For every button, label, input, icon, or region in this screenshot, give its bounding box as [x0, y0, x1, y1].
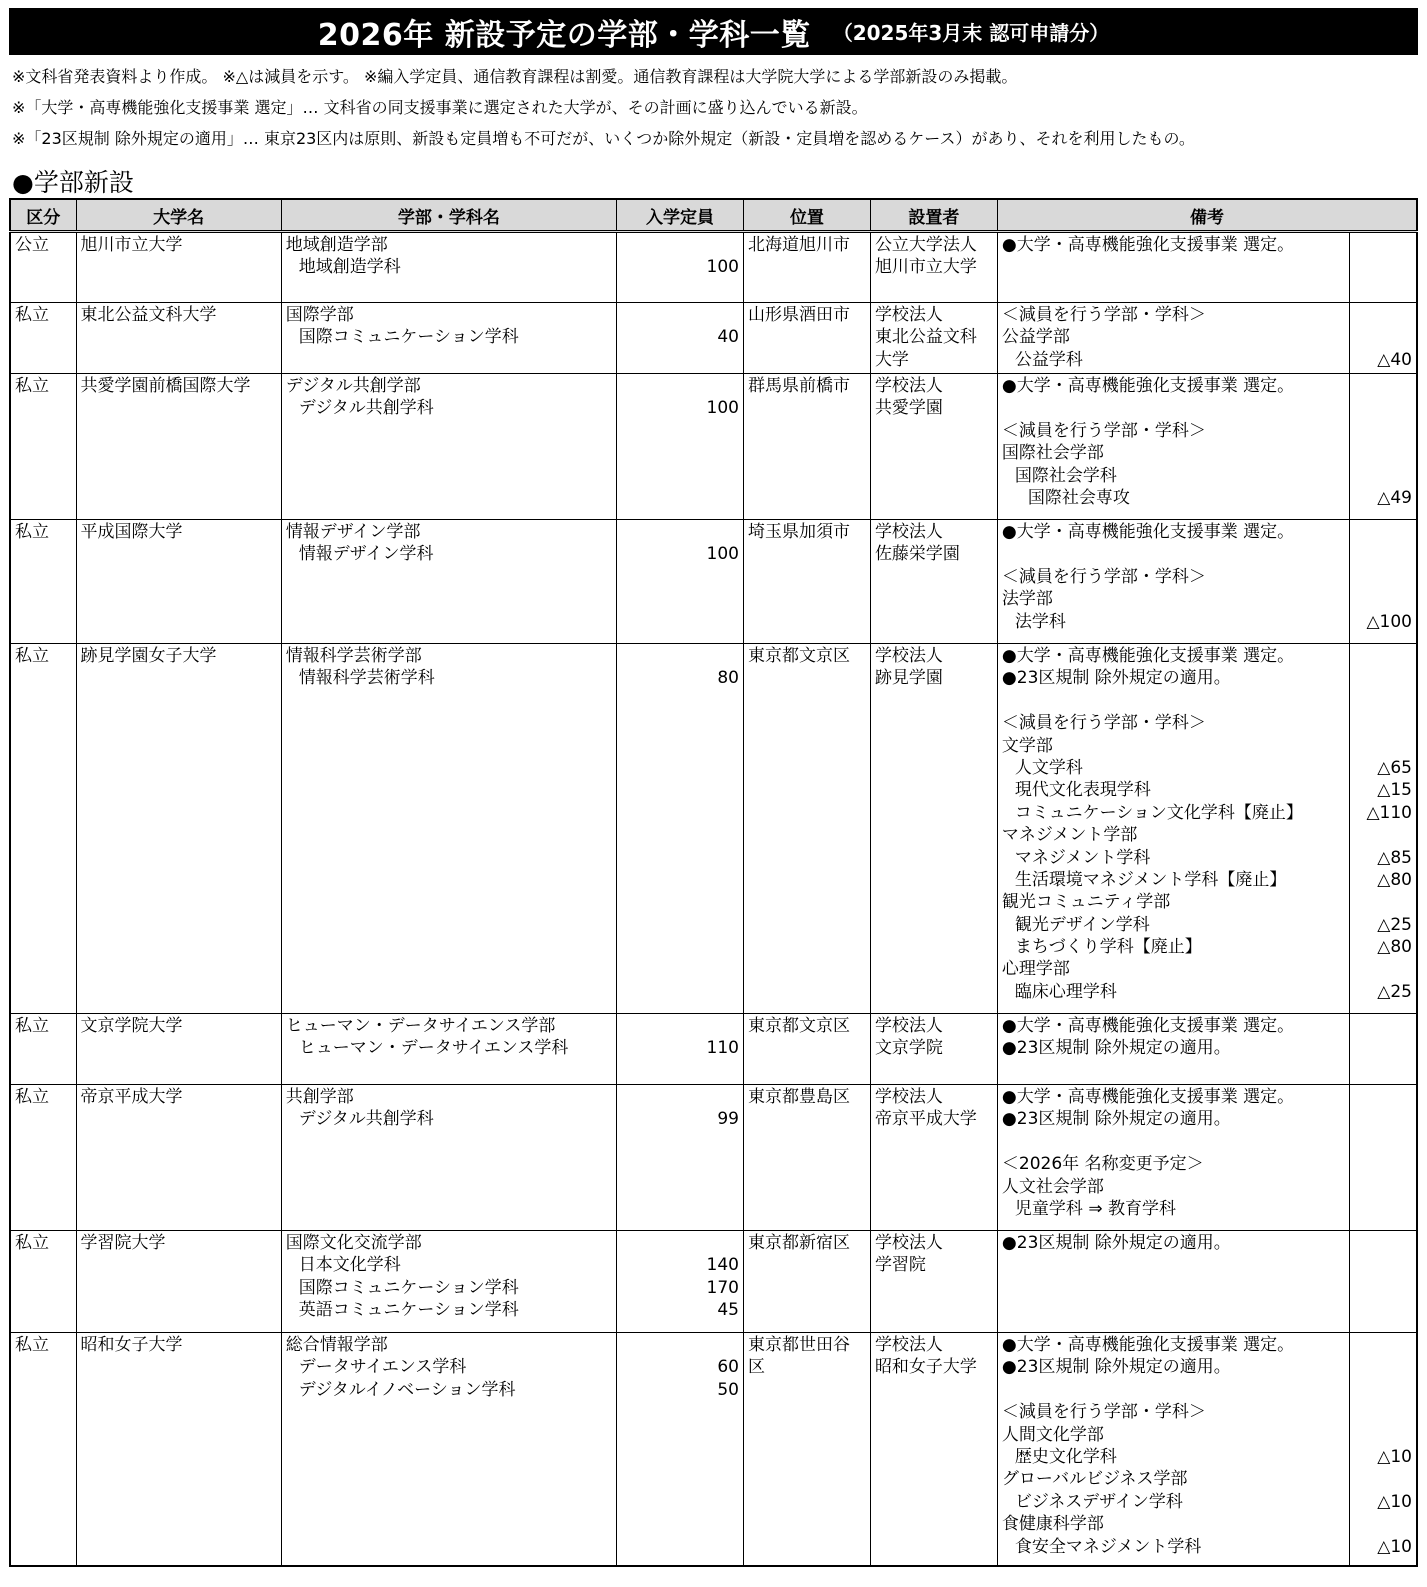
reduction-value: [1354, 566, 1412, 588]
capacity-value: 100: [706, 544, 739, 565]
remark-line: 人文社会学部: [1001, 1176, 1104, 1197]
univ-name: 平成国際大学: [80, 522, 183, 542]
remark-line: ●23区規制 除外規定の適用。: [1001, 1233, 1231, 1253]
table-row: [10, 303, 1417, 374]
page-subtitle: （2025年3月末 認可申請分）: [832, 21, 1110, 45]
cell-remarks: [997, 1231, 1350, 1333]
cell-univ: [76, 1333, 281, 1566]
cell-remarks: [997, 1333, 1350, 1566]
faculty-table: [9, 198, 1418, 1567]
reduction-value: [1354, 304, 1412, 326]
reduction-value: [1354, 420, 1412, 442]
reduction-value: [1354, 1334, 1412, 1356]
remark-line: 文学部: [1001, 735, 1053, 756]
remark-line: ＜減員を行う学部・学科＞: [1001, 420, 1206, 441]
cell-location: [743, 303, 870, 374]
remark-line: マネジメント学部: [1001, 825, 1138, 846]
cell-univ: [76, 1014, 281, 1085]
cell-remarks: [997, 374, 1350, 520]
cell-kubun: [10, 374, 76, 520]
cell-univ: [76, 303, 281, 374]
reduction-value: △85: [1377, 847, 1412, 868]
remark-line: [1002, 543, 1346, 565]
location-text: 群馬県前橋市: [747, 376, 850, 396]
capacity-value: 60: [717, 1357, 739, 1378]
cell-remarks: [997, 1014, 1350, 1085]
reduction-value: [1354, 1232, 1412, 1254]
reduction-value: [1354, 1131, 1412, 1153]
founder-text: 学校法人: [874, 305, 943, 325]
founder-text: 昭和女子大学: [874, 1357, 977, 1378]
founder-text: 旭川市立大学: [874, 257, 977, 278]
reduction-value: [1354, 397, 1412, 419]
location-text: 東京都新宿区: [747, 1233, 850, 1253]
capacity-value: 140: [706, 1255, 739, 1276]
reduction-value: △10: [1377, 1446, 1412, 1467]
table-row: [10, 520, 1417, 644]
remark-line: ●大学・高専機能強化支援事業 選定。: [1001, 376, 1295, 396]
kubun-text: 私立: [15, 1016, 49, 1036]
reduction-value: [1354, 326, 1412, 348]
reduction-value: [1354, 1513, 1412, 1535]
remark-line: [1002, 690, 1346, 712]
reduction-value: [1354, 735, 1412, 757]
reduction-value: △49: [1377, 487, 1412, 508]
cell-reduction: [1350, 1014, 1417, 1085]
location-text: 東京都世田谷: [747, 1335, 850, 1355]
remark-line: ＜減員を行う学部・学科＞: [1001, 1402, 1206, 1423]
univ-name: 学習院大学: [80, 1233, 166, 1253]
remark-line: マネジメント学科: [1014, 847, 1151, 868]
department-name: 国際コミュニケーション学科: [298, 1277, 519, 1298]
reduction-value: [1354, 256, 1412, 278]
cell-kubun: [10, 232, 76, 303]
reduction-value: △25: [1377, 981, 1412, 1002]
kubun-text: 私立: [15, 1335, 49, 1355]
cell-capacity: [616, 1014, 743, 1085]
cell-capacity: [616, 520, 743, 644]
founder-text: 佐藤栄学園: [874, 544, 960, 565]
cell-location: [743, 1014, 870, 1085]
reduction-value: [1354, 1015, 1412, 1037]
reduction-value: [1354, 1037, 1412, 1059]
cell-location: [743, 1231, 870, 1333]
kubun-text: 私立: [15, 1087, 49, 1107]
location-text: 東京都文京区: [747, 646, 850, 666]
cell-location: [743, 374, 870, 520]
remark-line: ＜減員を行う学部・学科＞: [1001, 305, 1206, 325]
faculty-name: 国際学部: [285, 305, 354, 325]
remark-line: 観光コミュニティ学部: [1001, 892, 1171, 913]
reduction-value: △15: [1377, 780, 1412, 801]
cell-reduction: [1350, 303, 1417, 374]
cell-faculty: [281, 520, 616, 644]
department-name: デジタル共創学科: [298, 1109, 434, 1130]
cell-location: [743, 232, 870, 303]
remark-line: 生活環境マネジメント学科【廃止】: [1014, 869, 1287, 890]
section-title: ●学部新設: [12, 168, 134, 197]
department-name: 日本文化学科: [298, 1255, 401, 1276]
reduction-value: [1354, 521, 1412, 543]
cell-reduction: [1350, 1333, 1417, 1566]
capacity-value: [621, 645, 739, 667]
capacity-value: [621, 1334, 739, 1356]
cell-reduction: [1350, 232, 1417, 303]
kubun-text: 公立: [15, 235, 49, 255]
remark-line: 法学部: [1001, 589, 1053, 610]
cell-univ: [76, 1231, 281, 1333]
cell-founder: [870, 644, 997, 1014]
founder-text: 学校法人: [874, 646, 943, 666]
col-header-founder: 設置者: [870, 199, 997, 232]
univ-name: 旭川市立大学: [80, 235, 183, 255]
cell-kubun: [10, 644, 76, 1014]
capacity-value: [621, 1232, 739, 1254]
reduction-value: △65: [1377, 757, 1412, 778]
founder-text: 学校法人: [874, 522, 943, 542]
department-name: 地域創造学科: [298, 257, 401, 278]
col-header-capacity: 入学定員: [616, 199, 743, 232]
reduction-value: [1354, 1424, 1412, 1446]
remark-line: 観光デザイン学科: [1014, 914, 1150, 935]
title-bar: [9, 8, 1418, 55]
table-row: [10, 232, 1417, 303]
reduction-value: △40: [1377, 349, 1412, 370]
founder-text: 跡見学園: [874, 668, 943, 689]
remark-line: ●23区規制 除外規定の適用。: [1001, 1357, 1231, 1378]
cell-founder: [870, 1085, 997, 1231]
remark-line: 国際社会学部: [1001, 443, 1104, 464]
remark-line: 公益学科: [1014, 349, 1083, 370]
capacity-value: 100: [706, 257, 739, 278]
kubun-text: 私立: [15, 376, 49, 396]
cell-reduction: [1350, 520, 1417, 644]
cell-capacity: [616, 1085, 743, 1231]
cell-univ: [76, 520, 281, 644]
cell-kubun: [10, 1333, 76, 1566]
capacity-value: 80: [717, 668, 739, 689]
location-text: 東京都豊島区: [747, 1087, 850, 1107]
cell-location: [743, 1333, 870, 1566]
cell-kubun: [10, 520, 76, 644]
reduction-value: △80: [1377, 937, 1412, 958]
cell-faculty: [281, 1014, 616, 1085]
reduction-value: [1354, 234, 1412, 256]
reduction-value: [1354, 1108, 1412, 1130]
cell-univ: [76, 374, 281, 520]
capacity-value: 99: [717, 1109, 739, 1130]
kubun-text: 私立: [15, 1233, 49, 1253]
remark-line: ＜2026年 名称変更予定＞: [1001, 1154, 1204, 1175]
kubun-text: 私立: [15, 305, 49, 325]
note-23ward-rule: ※「23区規制 除外規定の適用」… 東京23区内は原則、新設も定員増も不可だが、いくつか除外規定（新設・定員増を認めるケース）があり、それを利用したもの。: [12, 129, 1195, 148]
reduction-value: [1354, 824, 1412, 846]
cell-univ: [76, 644, 281, 1014]
cell-capacity: [616, 1333, 743, 1566]
cell-faculty: [281, 644, 616, 1014]
remark-line: ●大学・高専機能強化支援事業 選定。: [1001, 646, 1295, 666]
kubun-text: 私立: [15, 646, 49, 666]
faculty-name: 総合情報学部: [285, 1335, 388, 1355]
col-header-faculty: 学部・学科名: [281, 199, 616, 232]
table-header-row: [10, 199, 1417, 232]
remark-line: 児童学科 ⇒ 教育学科: [1014, 1198, 1176, 1219]
cell-capacity: [616, 232, 743, 303]
founder-text: 帝京平成大学: [874, 1109, 977, 1130]
location-text: 区: [747, 1357, 765, 1378]
cell-reduction: [1350, 374, 1417, 520]
cell-reduction: [1350, 1231, 1417, 1333]
remark-line: 心理学部: [1001, 959, 1070, 980]
department-name: 英語コミュニケーション学科: [298, 1300, 519, 1321]
page-title: 2026年 新設予定の学部・学科一覧: [317, 17, 811, 53]
univ-name: 昭和女子大学: [80, 1335, 183, 1355]
capacity-value: [621, 304, 739, 326]
department-name: デジタルイノベーション学科: [298, 1379, 516, 1400]
univ-name: 帝京平成大学: [80, 1087, 183, 1107]
reduction-value: [1354, 1176, 1412, 1198]
department-name: データサイエンス学科: [298, 1357, 467, 1378]
department-name: 情報デザイン学科: [298, 544, 434, 565]
founder-text: 学習院: [874, 1255, 926, 1276]
founder-text: 公立大学法人: [874, 235, 977, 255]
founder-text: 学校法人: [874, 376, 943, 396]
remark-line: 国際社会学科: [1014, 465, 1117, 486]
cell-founder: [870, 232, 997, 303]
cell-remarks: [997, 520, 1350, 644]
reduction-value: [1354, 1153, 1412, 1175]
cell-kubun: [10, 1014, 76, 1085]
founder-text: 共愛学園: [874, 398, 943, 419]
department-name: 情報科学芸術学科: [298, 668, 435, 689]
remark-line: ●大学・高専機能強化支援事業 選定。: [1001, 1016, 1295, 1036]
founder-text: 学校法人: [874, 1087, 943, 1107]
remark-line: 公益学部: [1001, 327, 1070, 348]
remark-line: ＜減員を行う学部・学科＞: [1001, 566, 1206, 587]
cell-capacity: [616, 303, 743, 374]
reduction-value: [1354, 543, 1412, 565]
faculty-name: 情報科学芸術学部: [285, 646, 422, 666]
cell-kubun: [10, 303, 76, 374]
cell-faculty: [281, 232, 616, 303]
cell-remarks: [997, 232, 1350, 303]
reduction-value: [1354, 375, 1412, 397]
department-name: ヒューマン・データサイエンス学科: [298, 1038, 569, 1059]
location-text: 埼玉県加須市: [747, 522, 850, 542]
cell-capacity: [616, 374, 743, 520]
univ-name: 文京学院大学: [80, 1016, 183, 1036]
capacity-value: 50: [717, 1379, 739, 1400]
col-header-location: 位置: [743, 199, 870, 232]
remark-line: ●23区規制 除外規定の適用。: [1001, 1038, 1231, 1059]
remark-line: ●大学・高専機能強化支援事業 選定。: [1001, 1087, 1295, 1107]
reduction-value: [1354, 891, 1412, 913]
capacity-value: [621, 375, 739, 397]
capacity-value: [621, 1086, 739, 1108]
reduction-value: △100: [1366, 611, 1412, 632]
col-header-remarks: 備考: [997, 199, 1417, 232]
cell-founder: [870, 520, 997, 644]
cell-capacity: [616, 644, 743, 1014]
remark-line: 食健康科学部: [1001, 1514, 1104, 1535]
col-header-kubun: 区分: [10, 199, 76, 232]
founder-text: 学校法人: [874, 1016, 943, 1036]
faculty-name: 情報デザイン学部: [285, 522, 421, 542]
founder-text: 東北公益文科: [874, 327, 977, 348]
reduction-value: [1354, 1379, 1412, 1401]
capacity-value: 100: [706, 398, 739, 419]
cell-founder: [870, 1333, 997, 1566]
remark-line: ●大学・高専機能強化支援事業 選定。: [1001, 1335, 1295, 1355]
remark-line: [1002, 256, 1346, 278]
remark-line: 臨床心理学科: [1014, 981, 1117, 1002]
remark-line: ●大学・高専機能強化支援事業 選定。: [1001, 235, 1295, 255]
reduction-value: [1354, 1468, 1412, 1490]
table-row: [10, 1014, 1417, 1085]
cell-founder: [870, 1231, 997, 1333]
reduction-value: [1354, 465, 1412, 487]
reduction-value: [1354, 442, 1412, 464]
cell-faculty: [281, 1333, 616, 1566]
capacity-value: [621, 234, 739, 256]
reduction-value: [1354, 645, 1412, 667]
remark-line: 人文学科: [1014, 757, 1083, 778]
location-text: 東京都文京区: [747, 1016, 850, 1036]
cell-location: [743, 1085, 870, 1231]
cell-founder: [870, 374, 997, 520]
remark-line: [1002, 1131, 1346, 1153]
table-row: [10, 1085, 1417, 1231]
cell-faculty: [281, 1085, 616, 1231]
reduction-value: △10: [1377, 1491, 1412, 1512]
founder-text: 大学: [874, 349, 909, 370]
remark-line: 人間文化学部: [1001, 1424, 1104, 1445]
cell-kubun: [10, 1231, 76, 1333]
col-header-univ: 大学名: [76, 199, 281, 232]
cell-founder: [870, 303, 997, 374]
capacity-value: 45: [717, 1300, 739, 1321]
department-name: デジタル共創学科: [298, 398, 434, 419]
reduction-value: [1354, 667, 1412, 689]
capacity-value: [621, 1015, 739, 1037]
cell-faculty: [281, 303, 616, 374]
remark-line: 現代文化表現学科: [1014, 780, 1151, 801]
univ-name: 共愛学園前橋国際大学: [80, 376, 251, 396]
cell-faculty: [281, 1231, 616, 1333]
reduction-value: [1354, 588, 1412, 610]
remark-line: まちづくり学科【廃止】: [1014, 937, 1202, 958]
reduction-value: △80: [1377, 869, 1412, 890]
remark-line: [1002, 397, 1346, 419]
note-source: ※文科省発表資料より作成。 ※△は減員を示す。 ※編入学定員、通信教育課程は割愛。通信教育課程は大学院大学による学部新設のみ掲載。: [12, 67, 1018, 86]
location-text: 北海道旭川市: [747, 235, 850, 255]
univ-name: 跡見学園女子大学: [80, 646, 217, 666]
reduction-value: △110: [1366, 802, 1412, 823]
univ-name: 東北公益文科大学: [80, 305, 217, 325]
table-row: [10, 1333, 1417, 1566]
capacity-value: 40: [717, 327, 739, 348]
capacity-value: [621, 521, 739, 543]
cell-remarks: [997, 1085, 1350, 1231]
cell-univ: [76, 1085, 281, 1231]
founder-text: 学校法人: [874, 1335, 943, 1355]
remark-line: 食安全マネジメント学科: [1014, 1536, 1202, 1557]
reduction-value: [1354, 1401, 1412, 1423]
faculty-name: 国際文化交流学部: [285, 1233, 422, 1253]
cell-kubun: [10, 1085, 76, 1231]
capacity-value: 170: [706, 1277, 739, 1298]
remark-line: [1002, 1379, 1346, 1401]
remark-line: ビジネスデザイン学科: [1014, 1491, 1183, 1512]
note-support-program: ※「大学・高専機能強化支援事業 選定」… 文科省の同支援事業に選定された大学が、その計画に盛り込んでいる新設。: [12, 98, 868, 117]
cell-remarks: [997, 644, 1350, 1014]
reduction-value: [1354, 958, 1412, 980]
cell-founder: [870, 1014, 997, 1085]
cell-univ: [76, 232, 281, 303]
cell-reduction: [1350, 1085, 1417, 1231]
cell-location: [743, 520, 870, 644]
remark-line: ●23区規制 除外規定の適用。: [1001, 668, 1231, 689]
capacity-value: 110: [706, 1038, 739, 1059]
remark-line: ●大学・高専機能強化支援事業 選定。: [1001, 522, 1295, 542]
founder-text: 学校法人: [874, 1233, 943, 1253]
cell-capacity: [616, 1231, 743, 1333]
remark-line: ＜減員を行う学部・学科＞: [1001, 713, 1206, 734]
cell-location: [743, 644, 870, 1014]
location-text: 山形県酒田市: [747, 305, 850, 325]
remark-line: 法学科: [1014, 611, 1066, 632]
remark-line: コミュニケーション文化学科【廃止】: [1014, 802, 1303, 823]
reduction-value: [1354, 1198, 1412, 1220]
faculty-name: ヒューマン・データサイエンス学部: [285, 1016, 556, 1036]
reduction-value: △25: [1377, 914, 1412, 935]
reduction-value: [1354, 1356, 1412, 1378]
table-row: [10, 1231, 1417, 1333]
reduction-value: △10: [1377, 1536, 1412, 1557]
faculty-name: デジタル共創学部: [285, 376, 421, 396]
remark-line: グローバルビジネス学部: [1001, 1469, 1188, 1490]
faculty-name: 地域創造学部: [285, 235, 388, 255]
table-row: [10, 374, 1417, 520]
founder-text: 文京学院: [874, 1038, 943, 1059]
cell-remarks: [997, 303, 1350, 374]
remark-line: 国際社会専攻: [1027, 487, 1130, 508]
department-name: 国際コミュニケーション学科: [298, 327, 519, 348]
table-row: [10, 644, 1417, 1014]
remark-line: 歴史文化学科: [1014, 1446, 1117, 1467]
cell-faculty: [281, 374, 616, 520]
remark-line: ●23区規制 除外規定の適用。: [1001, 1109, 1231, 1130]
kubun-text: 私立: [15, 522, 49, 542]
faculty-name: 共創学部: [285, 1087, 354, 1107]
reduction-value: [1354, 1086, 1412, 1108]
cell-reduction: [1350, 644, 1417, 1014]
reduction-value: [1354, 712, 1412, 734]
reduction-value: [1354, 690, 1412, 712]
